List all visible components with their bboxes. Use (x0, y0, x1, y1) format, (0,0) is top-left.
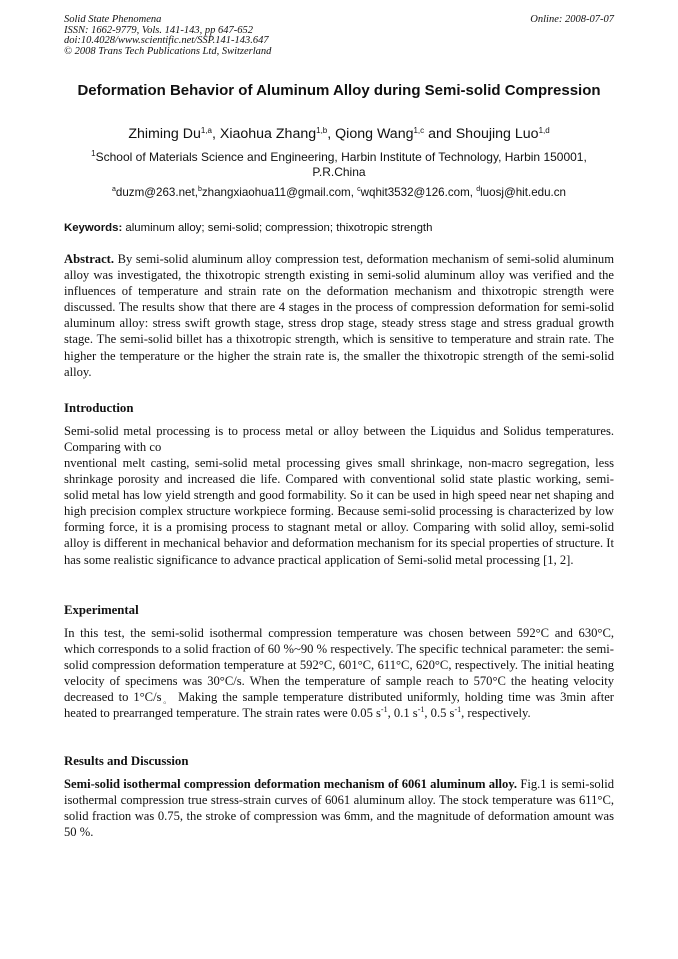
affiliation-mark: 1 (91, 149, 96, 158)
email-mark: a (112, 186, 116, 193)
abstract-label: Abstract. (64, 252, 115, 266)
email-mark: c (357, 186, 361, 193)
results-text: is semi-solid isothermal compression true stress-strain curves of 6061 aluminum alloy. The stock temperature was 611°C, solid fraction was 0.75, the stroke of compression was 6mm, and the magnitude of deformation amount was 50 %. (64, 777, 614, 840)
author-separator: and (424, 126, 456, 142)
keywords-text: aluminum alloy; semi-solid; compression; thixotropic strength (122, 222, 433, 234)
author-separator: , (327, 126, 336, 142)
introduction-paragraph: Semi-solid metal processing is to process metal or alloy between the Liquidus and Solidus temperatures. Comparing with co (64, 424, 614, 455)
experimental-text: , 0.5 s (424, 706, 455, 721)
author-name: Shoujing Luo (455, 126, 539, 142)
experimental-text: Making the sample temperature distributed uniformly, holding time was 3min after heated to prearranged temperature. The strain rates were 0.05 s (64, 690, 614, 721)
section-heading-experimental: Experimental (64, 603, 139, 617)
email-address: zhangxiaohua11@gmail.com (201, 186, 351, 199)
journal-name: Solid State Phenomena (64, 14, 162, 25)
experimental-paragraph (64, 625, 614, 722)
email-address: wqhit3532@126.com (360, 186, 470, 199)
email-separator: , (469, 186, 477, 199)
journal-issn: ISSN: 1662-9779, Vols. 141-143, pp 647-652 (64, 24, 253, 36)
paper-title: Deformation Behavior of Aluminum Alloy during Semi-solid Compression (77, 82, 601, 99)
figure-reference: Fig.1 (517, 777, 547, 791)
results-lead: Semi-solid isothermal compression deformation mechanism of 6061 aluminum alloy. (64, 777, 518, 791)
section-heading-results: Results and Discussion (64, 754, 189, 768)
journal-doi: doi:10.4028/www.scientific.net/SSP.141-143.647 (64, 35, 269, 47)
author-affiliation-mark: 1,d (538, 126, 550, 135)
author-list (64, 125, 614, 143)
affiliation-text: School of Materials Science and Engineering, Harbin Institute of Technology, Harbin 150001, P.R.China (95, 150, 587, 179)
section-heading-introduction: Introduction (64, 401, 134, 415)
journal-header (64, 15, 271, 57)
email-mark: d (476, 186, 481, 193)
keywords-label: Keywords: (64, 222, 123, 234)
author-affiliation-mark: 1,c (413, 126, 425, 135)
results-paragraph (64, 776, 614, 840)
email-separator: , (194, 186, 198, 199)
abstract (64, 251, 614, 380)
email-address: duzm@263.net (115, 186, 195, 199)
email-list (64, 185, 614, 200)
abstract-text: By semi-solid aluminum alloy compression test, deformation mechanism of semi-solid aluminum alloy was investigated, the thixotropic strength existing in semi-solid aluminum alloy was verified and the influences of temperature and strain rate on the deformation mechanism and thixotropic strength were discussed. The results show that there are 4 stages in the process of compression deformation for semi-solid aluminum alloy: stress swift growth stage, stress drop stage, steady stress stage and stress gradual growth stage. The semi-solid billet has a thixotropic strength, which is sensitive to temperature and strain rate. The higher the temperature or the higher the strain rate is, the smaller the thixotropic strength of the semi-solid alloy. (64, 252, 614, 379)
email-mark: b (197, 186, 202, 193)
email-separator: , (350, 186, 358, 199)
author-separator: , (211, 126, 220, 142)
exponent: -1 (417, 705, 425, 715)
exponent: -1 (454, 705, 462, 715)
introduction-paragraph: nventional melt casting, semi-solid metal processing gives small shrinkage, non-macro segregation, less shrinkage porosity and increased die life. Compared with conventional solid state plastic working, semi-solid metal has low yield strength and good formability. So it can be used in high speed near net shaping and high precision complex structure workpiece forming. Because semi-solid processing is characterized by low forming force, it is a promising process to stagnant metal or alloy. Comparing with solid alloy, semi-solid alloy is different in mechanical behavior and deformation mechanism for its special properties of structure. It has some realistic significance to advance practical application of Semi-solid metal processing [1, 2]. (64, 456, 614, 567)
subscript-mark: 。 (161, 696, 174, 706)
author-affiliation-mark: 1,b (316, 126, 328, 135)
keywords (64, 221, 614, 236)
author-name: Xiaohua Zhang (219, 126, 317, 142)
online-date: Online: 2008-07-07 (530, 14, 614, 25)
experimental-text: , 0.1 s (387, 706, 418, 721)
author-name: Qiong Wang (335, 126, 414, 142)
experimental-text: , respectively. (461, 706, 531, 721)
experimental-text: In this test, the semi-solid isothermal compression temperature was chosen between 592°C and 630°C, which corresponds to a solid fraction of 60 %~90 % respectively. The specific technical parameter: the semi-solid compression deformation temperature at 592°C, 601°C, 611°C, 620°C, respectively. The initial heating velocity of specimens was 30°C/s. When the temperature of sample reach to 570°C the heating velocity decreased to 1°C/s (64, 626, 614, 705)
journal-copyright: © 2008 Trans Tech Publications Ltd, Switzerland (64, 45, 272, 57)
email-address: luosj@hit.edu.cn (480, 186, 566, 199)
affiliation (64, 150, 614, 180)
exponent: -1 (380, 705, 388, 715)
author-affiliation-mark: 1,a (200, 126, 212, 135)
author-name: Zhiming Du (128, 126, 201, 142)
